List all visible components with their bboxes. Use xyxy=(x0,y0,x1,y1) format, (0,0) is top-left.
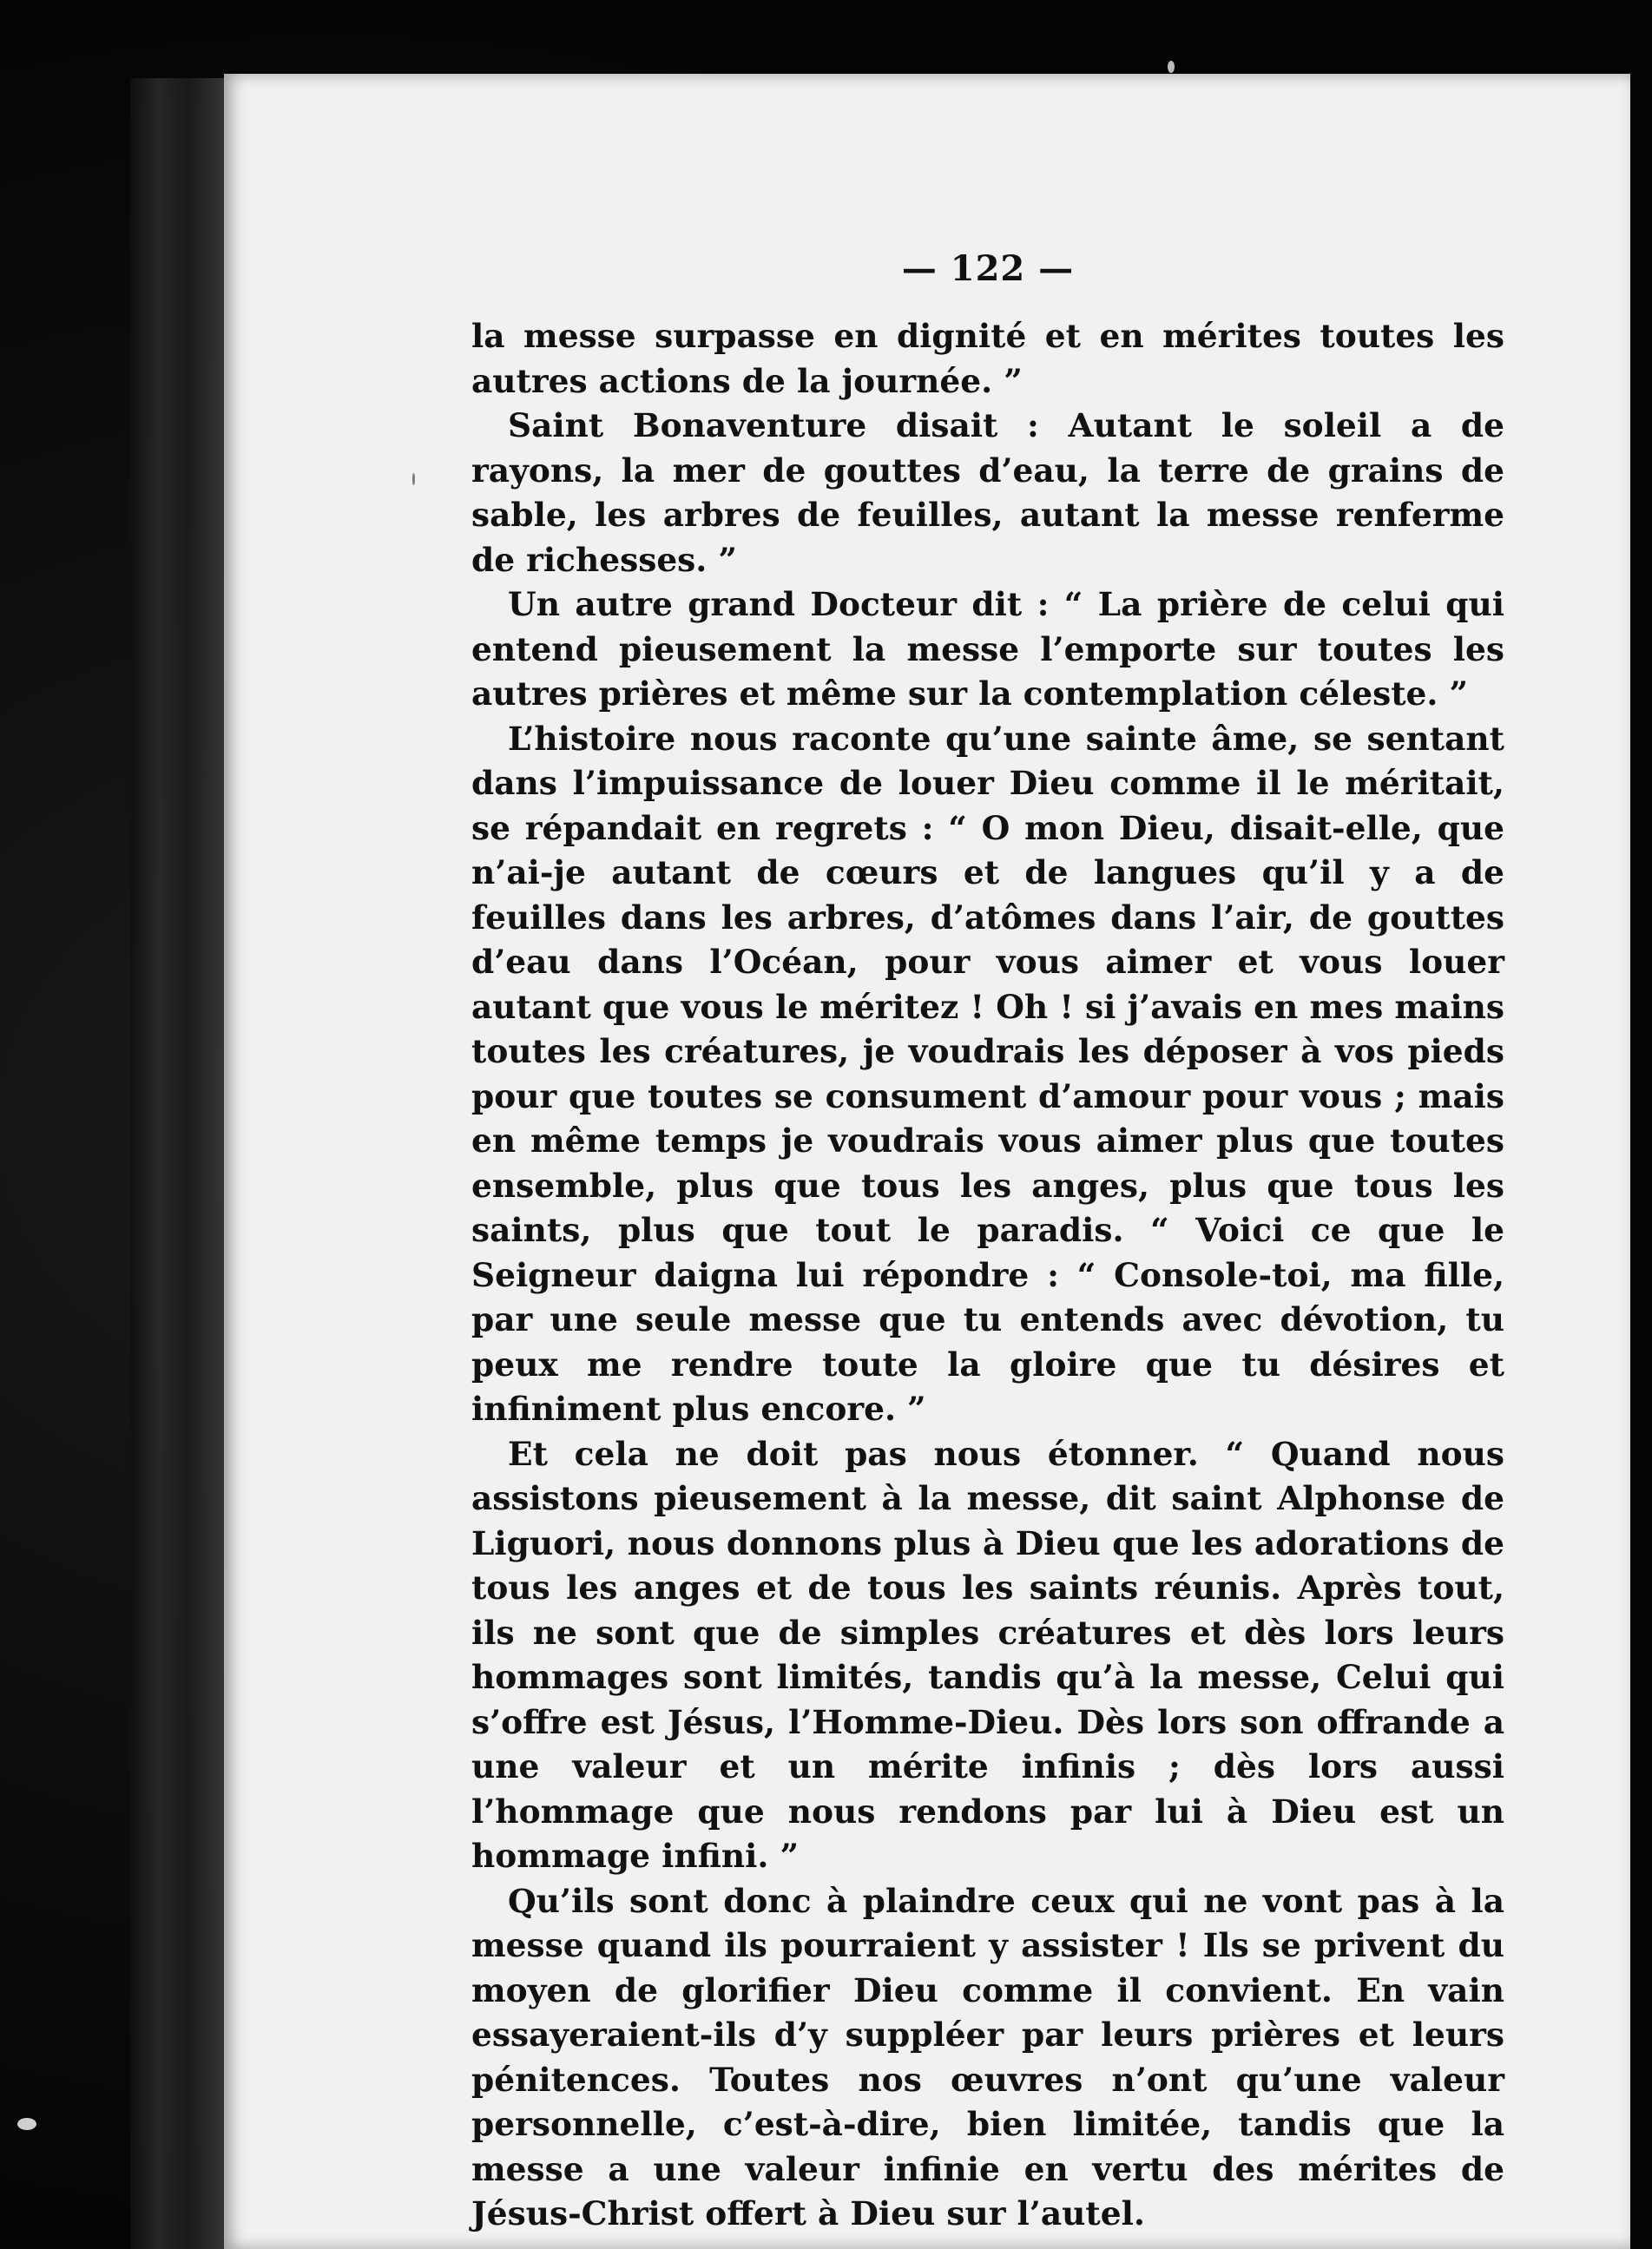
book-page xyxy=(224,74,1630,2249)
paragraph-2: Saint Bonaventure disait : Autant le soleil a de rayons, la mer de gouttes d’eau, la terre de grains de sable, les arbres de feuilles, autant la messe renferme de richesses. ” xyxy=(471,406,1504,579)
page-number: — 122 — xyxy=(901,248,1075,289)
paragraph-1: la messe surpasse en dignité et en mérites toutes les autres actions de la journée. ” xyxy=(471,317,1504,400)
page-text-block xyxy=(471,243,1504,2237)
paragraph-3: Un autre grand Docteur dit : “ La prière de celui qui entend pieusement la messe l’emporte sur toutes les autres prières et même sur la contemplation céleste. ” xyxy=(471,585,1504,713)
paragraph-4: L’histoire nous raconte qu’une sainte âme, se sentant dans l’impuissance de louer Dieu comme il le méritait, se répandait en regrets : “ O mon Dieu, disait-elle, que n’ai-je autant de cœurs et de langues qu’il y a de feuilles dans les arbres, d’atômes dans l’air, de gouttes d’eau dans l’Océan, pour vous aimer et vous louer autant que vous le méritez ! Oh ! si j’avais en mes mains toutes les créatures, je voudrais les déposer à vos pieds pour que toutes se consument d’amour pour vous ; mais en même temps je voudrais vous aimer plus que toutes ensemble, plus que tous les anges, plus que tous les saints, plus que tout le paradis. “ Voici ce que le Seigneur daigna lui répondre : “ Console-toi, ma fille, par une seule messe que tu entends avec dévotion, tu peux me rendre toute la gloire que tu désires et infiniment plus encore. ” xyxy=(471,719,1504,1428)
scan-speck xyxy=(1168,61,1175,73)
book-binding-edge xyxy=(130,78,226,2249)
paragraph-5: Et cela ne doit pas nous étonner. “ Quand nous assistons pieusement à la messe, dit saint Alphonse de Liguori, nous donnons plus à Dieu que les adorations de tous les anges et de tous les saints réunis. Après tout, ils ne sont que de simples créatures et dès lors leurs hommages sont limités, tandis qu’à la messe, Celui qui s’offre est Jésus, l’Homme-Dieu. Dès lors son offrande a une valeur et un mérite infinis ; dès lors aussi l’hommage que nous rendons par lui à Dieu est un hommage infini. ” xyxy=(471,1434,1504,1875)
scan-speck xyxy=(17,2118,36,2130)
paragraph-6: Qu’ils sont donc à plaindre ceux qui ne vont pas à la messe quand ils pourraient y assister ! Ils se privent du moyen de glorifier Dieu comme il convient. En vain essayeraient-ils d’y suppléer par leurs prières et leurs pénitences. Toutes nos œuvres n’ont qu’une valeur personnelle, c’est-à-dire, bien limitée, tandis que la messe a une valeur infinie en vertu des mérites de Jésus-Christ offert à Dieu sur l’autel. xyxy=(471,1881,1504,2233)
scan-speck xyxy=(412,473,415,485)
